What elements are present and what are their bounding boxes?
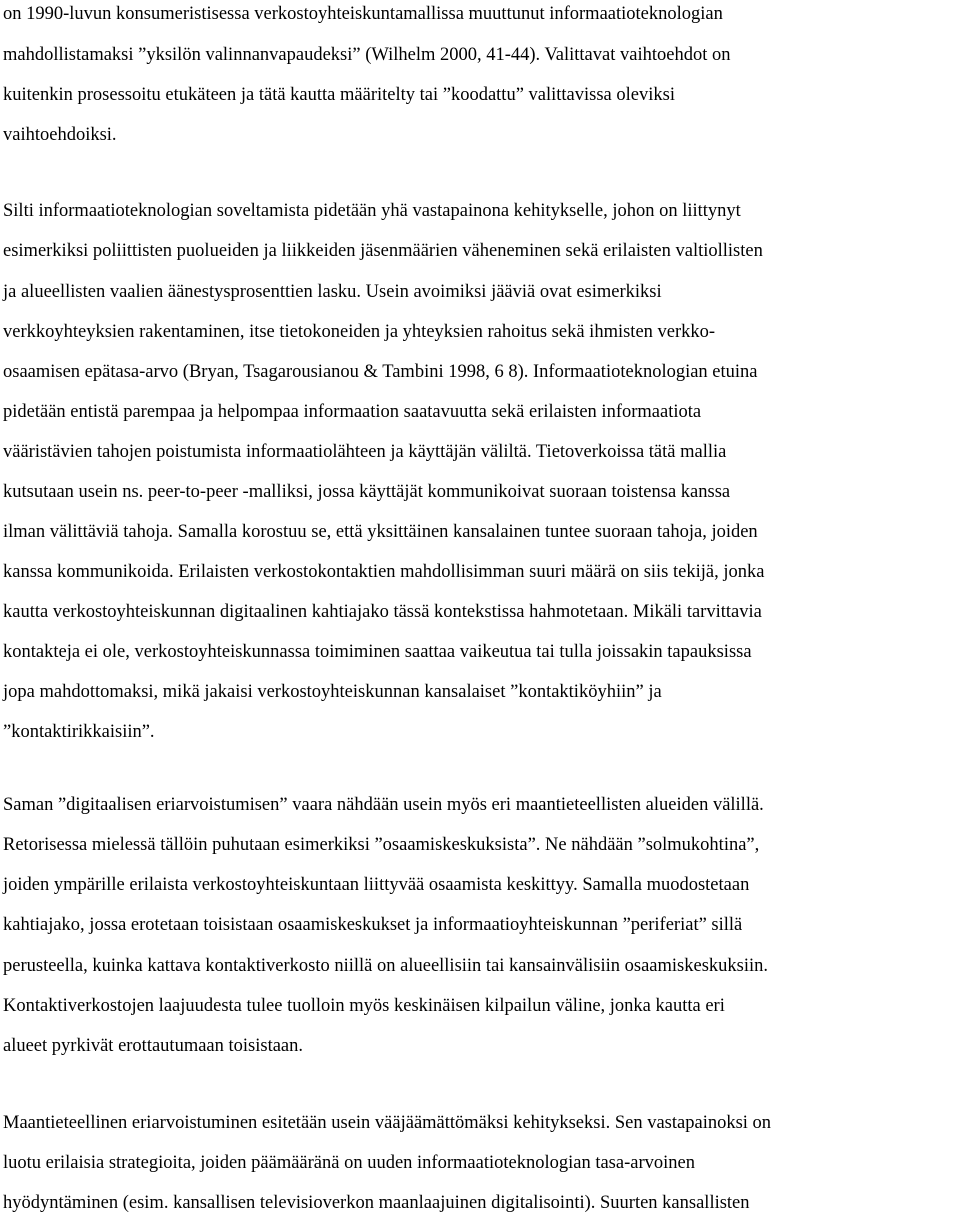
text-line: joiden ympärille erilaista verkostoyhteiskuntaan liittyvää osaamista keskittyy. Samalla muodostetaan	[3, 875, 750, 895]
text-line: Maantieteellinen eriarvoistuminen esitetään usein vääjäämättömäksi kehitykseksi. Sen vastapainoksi on	[3, 1113, 772, 1133]
text-line: hyödyntäminen (esim. kansallisen televisioverkon maanlaajuinen digitalisointi). Suurten kansallisten	[3, 1193, 750, 1213]
text-line: mahdollistamaksi ”yksilön valinnanvapaudeksi” (Wilhelm 2000, 41-44). Valittavat vaihtoehdot on	[3, 45, 731, 65]
text-line: Saman ”digitaalisen eriarvoistumisen” vaara nähdään usein myös eri maantieteellisten alueiden välillä.	[3, 795, 764, 815]
text-line: perusteella, kuinka kattava kontaktiverkosto niillä on alueellisiin tai kansainvälisiin osaamiskeskuksiin.	[3, 956, 769, 976]
text-line: ”kontaktirikkaisiin”.	[3, 722, 155, 742]
text-line: kanssa kommunikoida. Erilaisten verkostokontaktien mahdollisimman suuri määrä on siis tekijä, jonka	[3, 562, 765, 582]
text-line: kutsutaan usein ns. peer-to-peer -malliksi, jossa käyttäjät kommunikoivat suoraan toistensa kanssa	[3, 482, 731, 502]
text-line: kautta verkostoyhteiskunnan digitaalinen kahtiajako tässä kontekstissa hahmotetaan. Mikäli tarvittavia	[3, 602, 762, 622]
text-line: ilman välittäviä tahoja. Samalla korostuu se, että yksittäinen kansalainen tuntee suoraan tahoja, joiden	[3, 522, 758, 542]
text-line: Retorisessa mielessä tällöin puhutaan esimerkiksi ”osaamiskeskuksista”. Ne nähdään ”solmukohtina”,	[3, 835, 760, 855]
text-line: vääristävien tahojen poistumista informaatiolähteen ja käyttäjän väliltä. Tietoverkoissa tätä mallia	[3, 442, 727, 462]
text-line: kuitenkin prosessoitu etukäteen ja tätä kautta määritelty tai ”koodattu” valittavissa oleviksi	[3, 85, 675, 105]
text-line: esimerkiksi poliittisten puolueiden ja liikkeiden jäsenmäärien väheneminen sekä erilaisten valtiollisten	[3, 241, 763, 261]
text-line: on 1990-luvun konsumeristisessa verkostoyhteiskuntamallissa muuttunut informaatioteknologian	[3, 4, 723, 24]
text-line: kontakteja ei ole, verkostoyhteiskunnassa toimiminen saattaa vaikeutua tai tulla joissakin tapauksissa	[3, 642, 752, 662]
text-line: Kontaktiverkostojen laajuudesta tulee tuolloin myös keskinäisen kilpailun väline, jonka kautta eri	[3, 996, 725, 1016]
text-line: pidetään entistä parempaa ja helpompaa informaation saatavuutta sekä erilaisten informaatiota	[3, 402, 702, 422]
text-line: ja alueellisten vaalien äänestysprosenttien lasku. Usein avoimiksi jääviä ovat esimerkiksi	[3, 282, 662, 302]
text-line: Silti informaatioteknologian soveltamista pidetään yhä vastapainona kehitykselle, johon on liittynyt	[3, 201, 741, 221]
text-line: kahtiajako, jossa erotetaan toisistaan osaamiskeskukset ja informaatioyhteiskunnan ”periferiat” sillä	[3, 915, 743, 935]
text-line: alueet pyrkivät erottautumaan toisistaan.	[3, 1036, 304, 1056]
text-line: luotu erilaisia strategioita, joiden päämääränä on uuden informaatioteknologian tasa-arvoinen	[3, 1153, 695, 1173]
text-line: jopa mahdottomaksi, mikä jakaisi verkostoyhteiskunnan kansalaiset ”kontaktiköyhiin” ja	[3, 682, 662, 702]
text-line: verkkoyhteyksien rakentaminen, itse tietokoneiden ja yhteyksien rahoitus sekä ihmisten verkko-	[3, 322, 716, 342]
text-line: osaamisen epätasa-arvo (Bryan, Tsagarousianou & Tambini 1998, 6 8). Informaatioteknologian etuina	[3, 362, 758, 382]
text-line: vaihtoehdoiksi.	[3, 125, 117, 145]
